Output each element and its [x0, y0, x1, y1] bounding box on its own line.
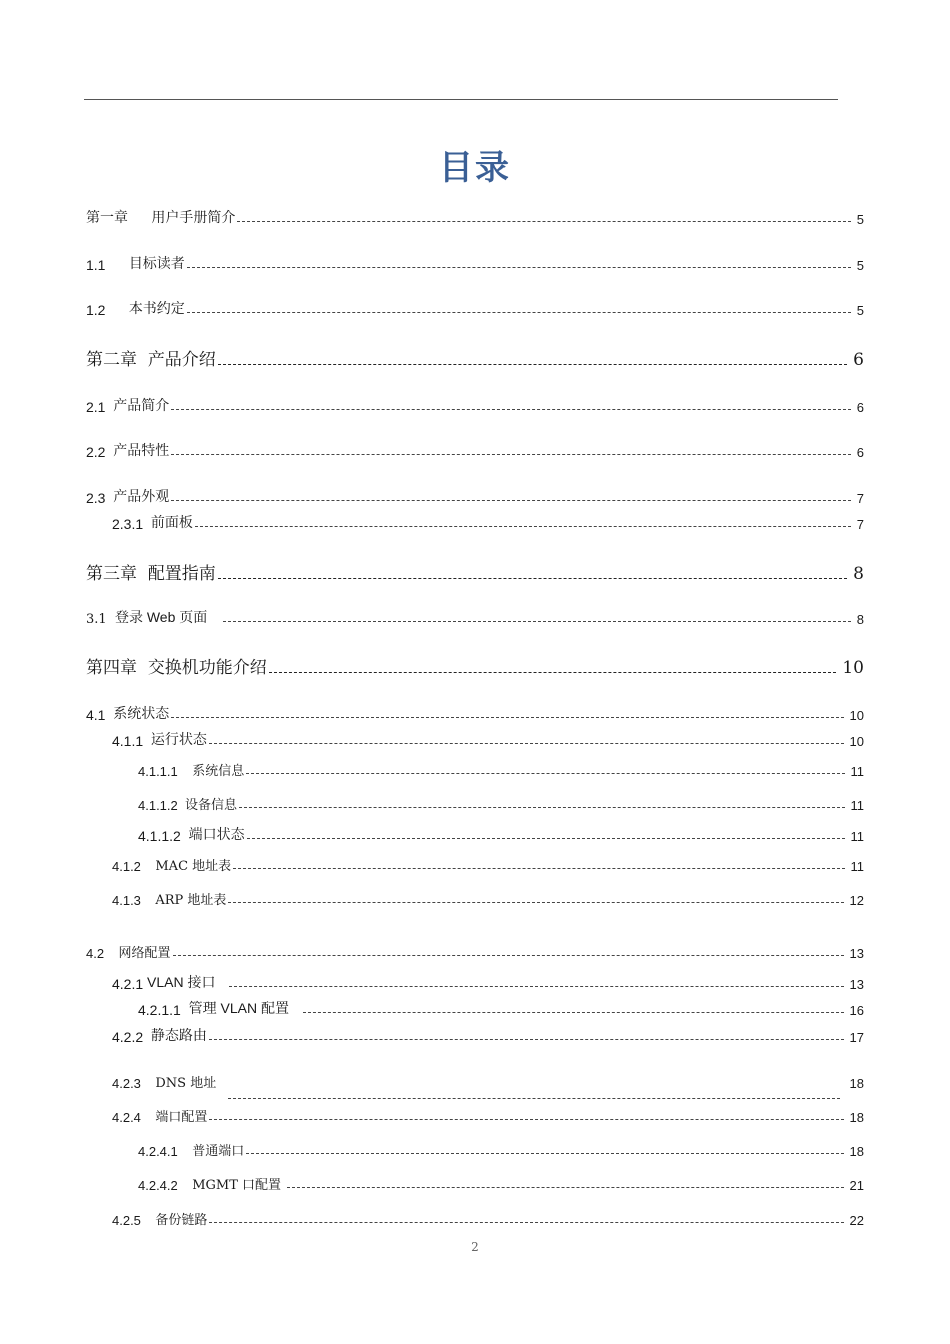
toc-number: 4.1.2: [112, 859, 156, 874]
toc-page: 16: [849, 1003, 864, 1018]
toc-label: DNS 地址: [155, 1076, 217, 1091]
toc-page: 11: [850, 829, 864, 844]
toc-label: 配置指南: [147, 564, 216, 584]
toc-number: 第三章: [86, 564, 148, 584]
toc-number: 第二章: [86, 350, 148, 370]
toc-leader: [239, 807, 845, 808]
toc-leader: [209, 1222, 843, 1223]
toc-page: 7: [856, 491, 864, 506]
toc-page: 18: [849, 1110, 864, 1125]
toc-entry[interactable]: [0, 820, 950, 844]
toc-label: 目标读者: [128, 255, 185, 271]
toc-number: 4.2.4: [112, 1110, 156, 1125]
toc-page: 13: [849, 977, 864, 992]
toc-number: 3.1: [86, 612, 115, 627]
toc-label: 普通端口: [192, 1144, 245, 1159]
toc-leader: [218, 578, 847, 579]
toc-label: 本书约定: [128, 300, 185, 316]
toc-page: 18: [849, 1144, 864, 1159]
toc-leader: [171, 454, 851, 455]
toc-leader: [246, 1153, 843, 1154]
toc-entry[interactable]: [0, 1135, 950, 1159]
toc-leader: [303, 1012, 844, 1013]
toc-leader: [171, 717, 843, 718]
toc-page: 6: [856, 445, 864, 460]
toc-page: 10: [849, 734, 864, 749]
toc-label: 前面板: [150, 514, 193, 530]
toc-leader: [209, 1039, 844, 1040]
toc-leader: [195, 526, 851, 527]
toc-page: 11: [850, 798, 864, 813]
toc-page: 8: [856, 612, 864, 627]
toc-label: 网络配置: [118, 946, 171, 961]
toc-leader: [228, 902, 843, 903]
toc-page: 13: [849, 946, 864, 961]
toc-leader: [247, 838, 845, 839]
toc-entry[interactable]: [0, 508, 950, 532]
toc-entry[interactable]: [0, 603, 950, 627]
toc-label: 产品外观: [113, 488, 170, 504]
toc-leader: [187, 312, 851, 313]
toc-number: 1.2: [86, 302, 129, 318]
toc-label: 静态路由: [150, 1027, 207, 1043]
toc-chapter-entry[interactable]: [0, 654, 950, 678]
toc-page: 18: [849, 1076, 864, 1091]
toc-entry[interactable]: [0, 391, 950, 415]
toc-label: 备份链路: [155, 1213, 208, 1228]
toc-page: 21: [849, 1178, 864, 1193]
toc-page: 6: [856, 400, 864, 415]
toc-number: 4.2.1: [112, 976, 148, 992]
toc-page: 6: [853, 350, 864, 370]
toc-page: 11: [850, 859, 864, 874]
toc-page: 8: [853, 564, 864, 584]
toc-leader: [287, 1187, 843, 1188]
toc-number: 4.2.4.1: [138, 1144, 193, 1159]
toc-chapter-entry[interactable]: [0, 560, 950, 584]
toc-label: 交换机功能介绍: [147, 658, 267, 678]
toc-label: 产品特性: [113, 442, 170, 458]
toc-leader: [269, 672, 837, 673]
toc-number: 4.1.1.2: [138, 828, 189, 844]
toc-entry[interactable]: [0, 1169, 950, 1193]
toc-leader: [223, 621, 851, 622]
toc-page: 12: [849, 893, 864, 908]
toc-leader: [229, 986, 843, 987]
toc-page: 5: [856, 212, 864, 227]
toc-label: 登录 Web 页面: [114, 609, 212, 625]
toc-entry[interactable]: [0, 203, 950, 227]
toc-number: 4.2.3: [112, 1076, 156, 1091]
toc-leader: [171, 409, 851, 410]
toc-leader: [228, 1098, 840, 1099]
toc-label: 产品介绍: [147, 350, 216, 370]
page-title: 目录: [439, 149, 511, 187]
toc-number: 2.2: [86, 444, 114, 460]
toc-leader: [171, 500, 851, 501]
toc-entry[interactable]: [0, 1021, 950, 1045]
toc-entry[interactable]: [0, 1101, 950, 1125]
toc-number: 2.1: [86, 399, 114, 415]
toc-number: 4.2.1.1: [138, 1002, 189, 1018]
toc-label: 设备信息: [184, 798, 237, 813]
toc-entry[interactable]: [0, 436, 950, 460]
toc-label: MGMT 口配置: [192, 1178, 286, 1193]
toc-entry[interactable]: [0, 1067, 950, 1091]
toc-label: 运行状态: [150, 731, 207, 747]
page-number: 2: [471, 1240, 479, 1254]
toc-entry[interactable]: [0, 699, 950, 723]
toc-number: 2.3.1: [112, 516, 151, 532]
toc-label: VLAN 接口: [147, 974, 220, 990]
toc-label: MAC 地址表: [155, 859, 232, 874]
toc-label: 管理 VLAN 配置: [188, 1000, 293, 1016]
toc-entry[interactable]: [0, 884, 950, 908]
toc-leader: [218, 364, 847, 365]
toc-page: 11: [850, 764, 864, 779]
toc-page: 5: [856, 258, 864, 273]
toc-page: 5: [856, 303, 864, 318]
toc-leader: [246, 773, 844, 774]
toc-page: 10: [842, 658, 864, 678]
toc-entry[interactable]: [0, 755, 950, 779]
toc-entry[interactable]: [0, 937, 950, 961]
toc-leader: [173, 955, 844, 956]
toc-number: 4.1.3: [112, 893, 156, 908]
toc-leader: [237, 221, 850, 222]
toc-number: 4.1.1.2: [138, 798, 185, 813]
toc-label: ARP 地址表: [155, 893, 227, 908]
toc-page: 22: [849, 1213, 864, 1228]
toc-number: 4.2.5: [112, 1213, 156, 1228]
toc-number: 第一章: [86, 209, 152, 225]
toc-label: 系统信息: [192, 764, 245, 779]
toc-leader: [209, 743, 844, 744]
toc-label: 系统状态: [113, 705, 170, 721]
toc-entry[interactable]: [0, 249, 950, 273]
toc-entry[interactable]: [0, 482, 950, 506]
toc-entry[interactable]: [0, 294, 950, 318]
toc-leader: [187, 267, 851, 268]
toc-number: 4.1.1.1: [138, 764, 193, 779]
toc-number: 4.1: [86, 707, 114, 723]
toc-entry[interactable]: [0, 994, 950, 1018]
header-rule: [84, 99, 838, 100]
toc-number: 4.2: [86, 946, 119, 961]
toc-number: 4.2.2: [112, 1029, 151, 1045]
toc-entry[interactable]: [0, 850, 950, 874]
toc-label: 端口状态: [188, 826, 245, 842]
toc-number: 4.1.1: [112, 733, 151, 749]
toc-number: 第四章: [86, 658, 148, 678]
toc-page: 10: [849, 708, 864, 723]
toc-page: 7: [856, 517, 864, 532]
toc-chapter-entry[interactable]: [0, 346, 950, 370]
toc-entry[interactable]: [0, 789, 950, 813]
toc-number: 2.3: [86, 490, 114, 506]
toc-label: 用户手册简介: [151, 209, 236, 225]
toc-entry[interactable]: [0, 725, 950, 749]
toc-number: 4.2.4.2: [138, 1178, 193, 1193]
toc-leader: [233, 868, 844, 869]
toc-leader: [209, 1119, 843, 1120]
toc-label: 产品简介: [113, 397, 170, 413]
toc-entry[interactable]: [0, 1204, 950, 1228]
toc-label: 端口配置: [155, 1110, 208, 1125]
toc-entry[interactable]: [0, 968, 950, 992]
toc-page: 17: [849, 1030, 864, 1045]
toc-number: 1.1: [86, 257, 129, 273]
